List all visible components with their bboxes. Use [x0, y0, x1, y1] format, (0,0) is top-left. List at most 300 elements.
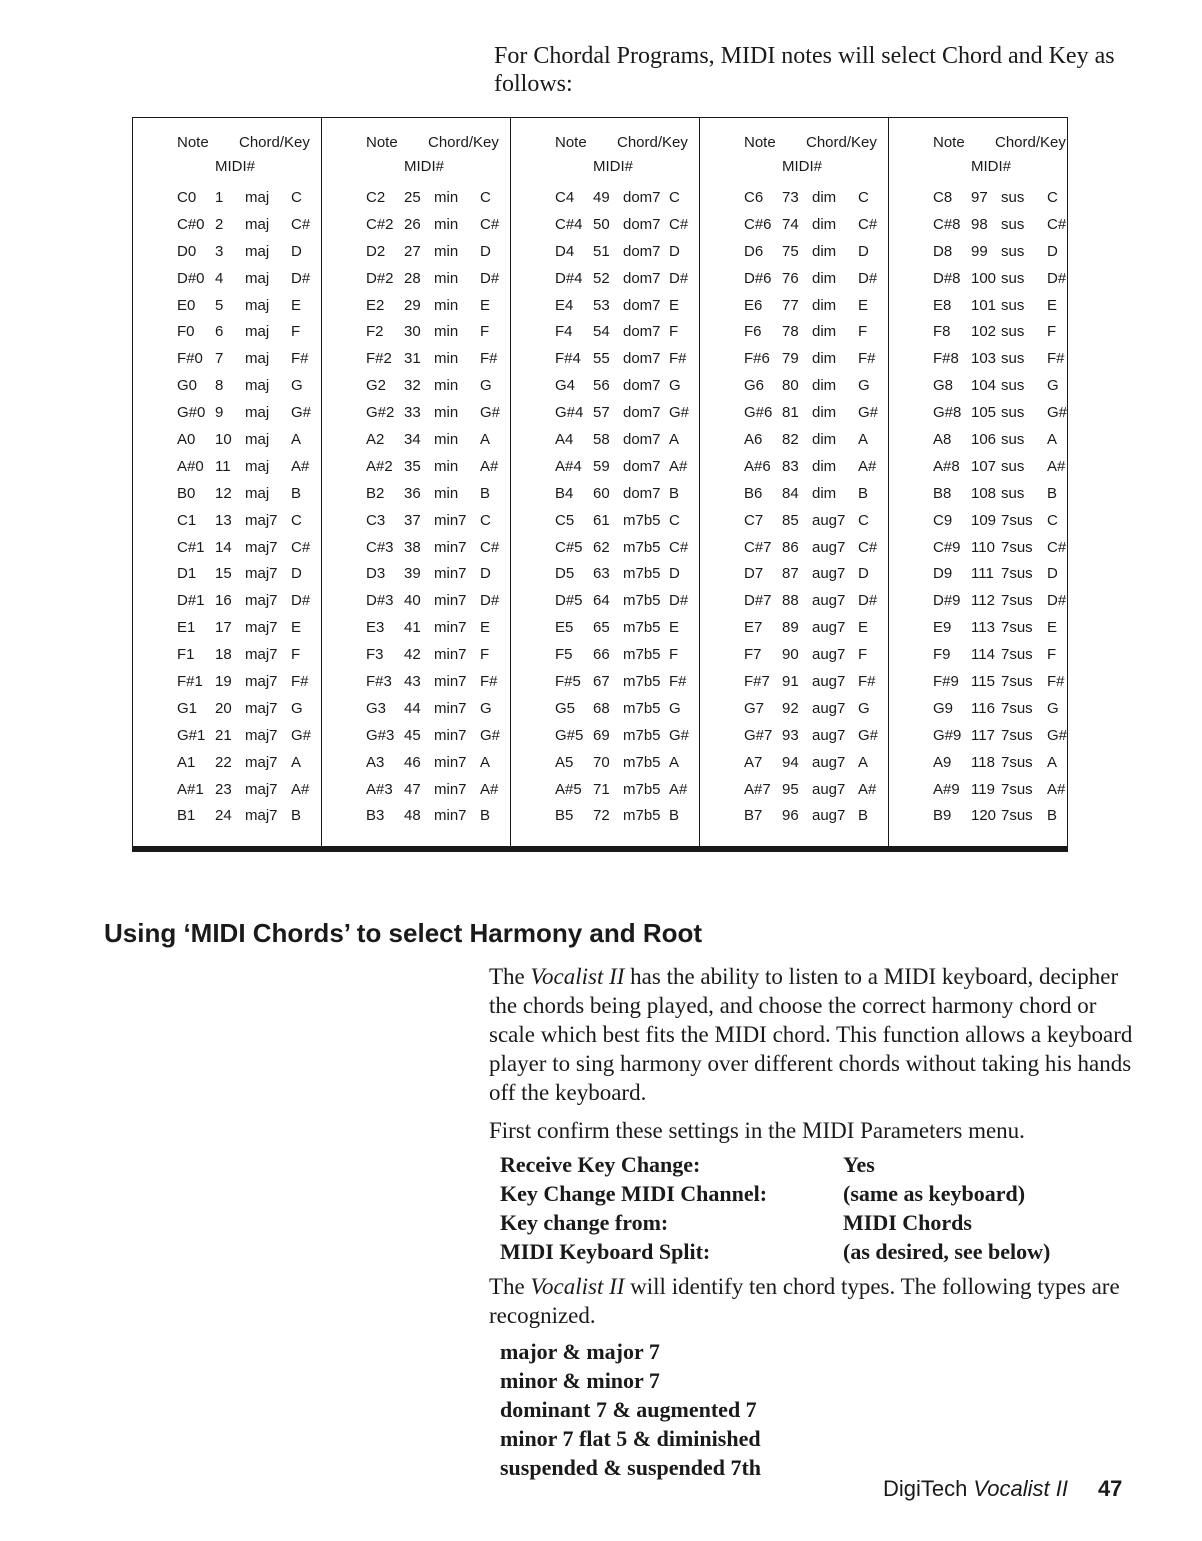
- key-cell: G#: [480, 726, 501, 744]
- chord-cell: dim: [812, 350, 837, 368]
- table-row: [177, 345, 321, 372]
- key-cell: B: [669, 484, 680, 502]
- midi-cell: 51: [593, 242, 610, 260]
- note-cell: B1: [177, 807, 196, 825]
- note-cell: F#7: [744, 672, 770, 690]
- chord-cell: 7sus: [1001, 511, 1033, 529]
- chord-cell: dom7: [623, 188, 661, 206]
- key-cell: B: [291, 807, 302, 825]
- midi-cell: 44: [404, 699, 421, 717]
- midi-cell: 62: [593, 538, 610, 556]
- midi-cell: 64: [593, 592, 610, 610]
- chord-cell: dim: [812, 457, 837, 475]
- table-row: [177, 641, 321, 668]
- chord-cell: min7: [434, 753, 467, 771]
- note-cell: D7: [744, 565, 764, 583]
- chord-cell: 7sus: [1001, 565, 1033, 583]
- midi-cell: 18: [215, 646, 232, 664]
- intro-text: For Chordal Programs, MIDI notes will select Chord and Key as follows:: [494, 43, 1115, 97]
- key-cell: D#: [858, 592, 878, 610]
- midi-cell: 23: [215, 780, 232, 798]
- key-cell: A#: [291, 457, 310, 475]
- note-cell: A4: [555, 430, 574, 448]
- chord-cell: min: [434, 457, 459, 475]
- chord-cell: maj7: [245, 807, 278, 825]
- note-cell: A#3: [366, 780, 393, 798]
- note-cell: G8: [933, 377, 954, 395]
- table-row: [744, 372, 888, 399]
- midi-cell: 106: [971, 430, 997, 448]
- midi-cell: 117: [971, 726, 995, 744]
- midi-cell: 96: [782, 807, 799, 825]
- table-row: [744, 802, 888, 829]
- setting-value: MIDI Chords: [843, 1210, 972, 1235]
- table-row: [933, 238, 1077, 265]
- key-cell: D: [1047, 565, 1058, 583]
- setting-label: Key Change MIDI Channel:: [500, 1181, 768, 1206]
- table-row: [177, 480, 321, 507]
- note-cell: C#9: [933, 538, 961, 556]
- table-row: [366, 345, 510, 372]
- key-cell: F: [480, 646, 490, 664]
- midi-cell: 5: [215, 296, 224, 314]
- key-cell: A#: [669, 457, 688, 475]
- table-row: [555, 507, 699, 534]
- midi-cell: 37: [404, 511, 421, 529]
- key-cell: C: [858, 188, 869, 206]
- chord-cell: maj7: [245, 619, 278, 637]
- note-cell: A#0: [177, 457, 204, 475]
- midi-cell: 15: [215, 565, 232, 583]
- table-row: [177, 318, 321, 345]
- chord-cell: 7sus: [1001, 672, 1033, 690]
- header-note: Note: [555, 134, 587, 151]
- chord-cell: min7: [434, 726, 467, 744]
- key-cell: E: [291, 619, 302, 637]
- table-row: [933, 399, 1077, 426]
- note-cell: B7: [744, 807, 763, 825]
- table-row: [933, 560, 1077, 587]
- chord-cell: aug7: [812, 780, 846, 798]
- note-cell: D8: [933, 242, 953, 260]
- midi-cell: 47: [404, 780, 421, 798]
- midi-cell: 105: [971, 404, 997, 422]
- chord-cell: 7sus: [1001, 726, 1033, 744]
- note-cell: C2: [366, 188, 386, 206]
- key-cell: F: [291, 646, 301, 664]
- chord-cell: min: [434, 215, 459, 233]
- note-cell: F1: [177, 646, 195, 664]
- chord-cell: min: [434, 484, 459, 502]
- key-cell: G: [291, 699, 303, 717]
- key-cell: C: [480, 511, 491, 529]
- midi-cell: 17: [215, 619, 232, 637]
- table-row: [555, 238, 699, 265]
- note-cell: C#4: [555, 215, 583, 233]
- chord-cell: sus: [1001, 350, 1025, 368]
- key-cell: E: [669, 296, 680, 314]
- midi-cell: 99: [971, 242, 988, 260]
- note-cell: C#3: [366, 538, 394, 556]
- table-row: [744, 426, 888, 453]
- table-column: [511, 118, 700, 846]
- key-cell: F#: [480, 672, 498, 690]
- table-row: [366, 292, 510, 319]
- chord-cell: maj7: [245, 672, 278, 690]
- chord-cell: dom7: [623, 404, 661, 422]
- midi-cell: 88: [782, 592, 799, 610]
- chord-cell: dom7: [623, 350, 661, 368]
- key-cell: C: [480, 188, 491, 206]
- key-cell: A: [291, 753, 302, 771]
- midi-cell: 118: [971, 753, 995, 771]
- chord-cell: 7sus: [1001, 699, 1033, 717]
- table-row: [177, 560, 321, 587]
- note-cell: G#4: [555, 404, 584, 422]
- midi-cell: 28: [404, 269, 421, 287]
- table-row: [555, 749, 699, 776]
- chord-cell: maj7: [245, 699, 278, 717]
- midi-cell: 94: [782, 753, 799, 771]
- key-cell: E: [480, 619, 491, 637]
- note-cell: F#8: [933, 350, 959, 368]
- table-row: [555, 560, 699, 587]
- table-row: [744, 695, 888, 722]
- key-cell: B: [480, 807, 491, 825]
- note-cell: G4: [555, 377, 576, 395]
- table-row: [933, 453, 1077, 480]
- table-row: [744, 534, 888, 561]
- midi-cell: 36: [404, 484, 421, 502]
- note-cell: F#3: [366, 672, 392, 690]
- chord-cell: dom7: [623, 323, 661, 341]
- chord-cell: aug7: [812, 619, 846, 637]
- key-cell: F: [291, 323, 301, 341]
- setting-label: Receive Key Change:: [500, 1152, 701, 1177]
- note-cell: C#7: [744, 538, 772, 556]
- note-cell: A#7: [744, 780, 771, 798]
- note-cell: G#5: [555, 726, 584, 744]
- table-row: [744, 345, 888, 372]
- chord-cell: m7b5: [623, 646, 661, 664]
- midi-cell: 71: [593, 780, 610, 798]
- midi-cell: 6: [215, 323, 224, 341]
- key-cell: G: [1047, 699, 1059, 717]
- key-cell: C#: [291, 215, 311, 233]
- note-cell: E9: [933, 619, 952, 637]
- table-row: [366, 614, 510, 641]
- midi-cell: 112: [971, 592, 995, 610]
- midi-cell: 53: [593, 296, 610, 314]
- table-row: [555, 426, 699, 453]
- setting-row: [500, 1237, 1050, 1266]
- table-column: [322, 118, 511, 846]
- note-cell: G#7: [744, 726, 773, 744]
- note-cell: G#3: [366, 726, 395, 744]
- note-cell: G9: [933, 699, 954, 717]
- setting-value: (as desired, see below): [843, 1239, 1051, 1264]
- key-cell: D#: [669, 269, 689, 287]
- midi-cell: 109: [971, 511, 997, 529]
- note-cell: E5: [555, 619, 574, 637]
- midi-cell: 3: [215, 242, 224, 260]
- chord-cell: maj: [245, 430, 270, 448]
- key-cell: G#: [669, 726, 690, 744]
- chord-cell: 7sus: [1001, 538, 1033, 556]
- header-chordkey: Chord/Key: [239, 134, 310, 151]
- chord-type-item: dominant 7 & augmented 7: [500, 1397, 757, 1422]
- table-column: [700, 118, 889, 846]
- note-cell: C#1: [177, 538, 205, 556]
- table-row: [555, 211, 699, 238]
- note-cell: D1: [177, 565, 197, 583]
- note-cell: G0: [177, 377, 198, 395]
- midi-cell: 60: [593, 484, 610, 502]
- midi-cell: 77: [782, 296, 799, 314]
- key-cell: E: [291, 296, 302, 314]
- table-row: [933, 534, 1077, 561]
- chord-cell: m7b5: [623, 565, 661, 583]
- setting-value: Yes: [843, 1152, 875, 1177]
- note-cell: E1: [177, 619, 196, 637]
- chord-cell: maj: [245, 215, 270, 233]
- chord-cell: dim: [812, 430, 837, 448]
- key-cell: B: [858, 484, 869, 502]
- chord-cell: 7sus: [1001, 592, 1033, 610]
- midi-cell: 101: [971, 296, 997, 314]
- note-cell: D6: [744, 242, 764, 260]
- midi-cell: 84: [782, 484, 799, 502]
- key-cell: D: [480, 565, 491, 583]
- key-cell: A: [1047, 430, 1058, 448]
- midi-cell: 1: [215, 188, 224, 206]
- key-cell: D: [669, 565, 680, 583]
- chord-cell: maj: [245, 242, 270, 260]
- midi-cell: 55: [593, 350, 610, 368]
- chord-cell: dom7: [623, 484, 661, 502]
- table-column: [889, 118, 1077, 846]
- key-cell: G#: [291, 404, 312, 422]
- chord-cell: min: [434, 296, 459, 314]
- note-cell: G#1: [177, 726, 206, 744]
- chord-cell: 7sus: [1001, 780, 1033, 798]
- chord-cell: aug7: [812, 565, 846, 583]
- table-row: [933, 265, 1077, 292]
- midi-cell: 61: [593, 511, 610, 529]
- key-cell: B: [1047, 484, 1058, 502]
- note-cell: C9: [933, 511, 953, 529]
- table-row: [555, 345, 699, 372]
- table-row: [555, 480, 699, 507]
- key-cell: B: [858, 807, 869, 825]
- note-cell: A3: [366, 753, 385, 771]
- header-note: Note: [933, 134, 965, 151]
- note-cell: D#4: [555, 269, 583, 287]
- key-cell: G#: [669, 404, 690, 422]
- chord-cell: min7: [434, 565, 467, 583]
- midi-cell: 46: [404, 753, 421, 771]
- note-cell: D#1: [177, 592, 205, 610]
- midi-cell: 86: [782, 538, 799, 556]
- note-cell: F#1: [177, 672, 203, 690]
- note-cell: D#8: [933, 269, 961, 287]
- note-cell: A5: [555, 753, 574, 771]
- chord-cell: maj: [245, 377, 270, 395]
- key-cell: C#: [858, 538, 878, 556]
- table-row: [366, 668, 510, 695]
- note-cell: D#2: [366, 269, 394, 287]
- midi-cell: 4: [215, 269, 224, 287]
- midi-cell: 104: [971, 377, 997, 395]
- table-row: [744, 318, 888, 345]
- table-row: [744, 749, 888, 776]
- table-row: [177, 534, 321, 561]
- note-cell: G1: [177, 699, 198, 717]
- key-cell: F: [669, 646, 679, 664]
- header-chordkey: Chord/Key: [995, 134, 1066, 151]
- table-row: [555, 722, 699, 749]
- midi-cell: 75: [782, 242, 799, 260]
- footer-brand: DigiTech: [883, 1476, 968, 1501]
- note-cell: E6: [744, 296, 763, 314]
- header-note: Note: [366, 134, 398, 151]
- note-cell: B6: [744, 484, 763, 502]
- midi-cell: 107: [971, 457, 997, 475]
- key-cell: A#: [858, 780, 877, 798]
- note-cell: F#4: [555, 350, 581, 368]
- note-cell: G#6: [744, 404, 773, 422]
- key-cell: D: [669, 242, 680, 260]
- key-cell: D: [291, 565, 302, 583]
- midi-cell: 116: [971, 699, 995, 717]
- table-row: [555, 641, 699, 668]
- key-cell: E: [1047, 296, 1058, 314]
- key-cell: A#: [480, 457, 499, 475]
- chord-cell: maj: [245, 188, 270, 206]
- table-row: [933, 802, 1077, 829]
- midi-cell: 68: [593, 699, 610, 717]
- table-row: [555, 776, 699, 803]
- note-cell: C#0: [177, 215, 205, 233]
- header-midi: MIDI#: [782, 158, 823, 175]
- table-row: [177, 292, 321, 319]
- note-cell: D#6: [744, 269, 772, 287]
- note-cell: G#0: [177, 404, 206, 422]
- key-cell: A#: [480, 780, 499, 798]
- midi-cell: 9: [215, 404, 224, 422]
- table-row: [555, 292, 699, 319]
- table-row: [744, 292, 888, 319]
- chord-cell: dom7: [623, 215, 661, 233]
- note-cell: C#6: [744, 215, 772, 233]
- chord-cell: maj: [245, 457, 270, 475]
- chord-cell: dom7: [623, 269, 661, 287]
- chord-cell: sus: [1001, 484, 1025, 502]
- midi-cell: 16: [215, 592, 232, 610]
- chord-cell: dom7: [623, 430, 661, 448]
- table-row: [177, 802, 321, 829]
- chord-cell: aug7: [812, 699, 846, 717]
- note-cell: E2: [366, 296, 385, 314]
- table-row: [744, 668, 888, 695]
- table-row: [177, 749, 321, 776]
- midi-cell: 48: [404, 807, 421, 825]
- table-row: [744, 211, 888, 238]
- chord-cell: maj: [245, 323, 270, 341]
- midi-cell: 92: [782, 699, 799, 717]
- midi-cell: 65: [593, 619, 610, 637]
- midi-cell: 83: [782, 457, 799, 475]
- chord-cell: m7b5: [623, 672, 661, 690]
- chord-cell: min: [434, 350, 459, 368]
- chord-cell: m7b5: [623, 726, 661, 744]
- chord-key-table: [132, 117, 1068, 852]
- key-cell: D#: [1047, 269, 1067, 287]
- section-heading: Using ‘MIDI Chords’ to select Harmony and Root: [104, 918, 703, 948]
- note-cell: B9: [933, 807, 952, 825]
- table-row: [366, 641, 510, 668]
- table-row: [366, 560, 510, 587]
- note-cell: E8: [933, 296, 952, 314]
- chord-cell: dim: [812, 323, 837, 341]
- midi-cell: 103: [971, 350, 997, 368]
- key-cell: G: [1047, 377, 1059, 395]
- midi-cell: 13: [215, 511, 232, 529]
- chord-cell: 7sus: [1001, 619, 1033, 637]
- midi-cell: 8: [215, 377, 224, 395]
- midi-cell: 73: [782, 188, 799, 206]
- key-cell: A: [480, 430, 491, 448]
- chord-cell: min7: [434, 672, 467, 690]
- table-row: [555, 399, 699, 426]
- key-cell: A: [669, 753, 680, 771]
- header-note: Note: [744, 134, 776, 151]
- chord-cell: maj7: [245, 592, 278, 610]
- key-cell: C: [1047, 188, 1058, 206]
- midi-cell: 90: [782, 646, 799, 664]
- key-cell: D: [858, 242, 869, 260]
- chord-cell: dim: [812, 215, 837, 233]
- chord-cell: dom7: [623, 457, 661, 475]
- product-name: Vocalist II: [530, 964, 625, 989]
- midi-cell: 102: [971, 323, 997, 341]
- chord-cell: maj: [245, 484, 270, 502]
- table-row: [366, 480, 510, 507]
- midi-cell: 2: [215, 215, 224, 233]
- table-row: [177, 211, 321, 238]
- midi-cell: 33: [404, 404, 421, 422]
- chord-cell: maj: [245, 296, 270, 314]
- key-cell: B: [1047, 807, 1058, 825]
- chord-cell: min7: [434, 699, 467, 717]
- midi-cell: 111: [971, 565, 994, 583]
- table-row: [366, 184, 510, 211]
- note-cell: F#6: [744, 350, 770, 368]
- key-cell: D: [1047, 242, 1058, 260]
- key-cell: C#: [480, 215, 500, 233]
- key-cell: A: [1047, 753, 1058, 771]
- table-row: [177, 453, 321, 480]
- note-cell: B0: [177, 484, 196, 502]
- midi-cell: 41: [404, 619, 421, 637]
- note-cell: C5: [555, 511, 575, 529]
- chord-cell: dim: [812, 377, 837, 395]
- table-row: [366, 695, 510, 722]
- chord-cell: aug7: [812, 672, 846, 690]
- note-cell: F#0: [177, 350, 203, 368]
- key-cell: A#: [1047, 457, 1066, 475]
- table-row: [177, 184, 321, 211]
